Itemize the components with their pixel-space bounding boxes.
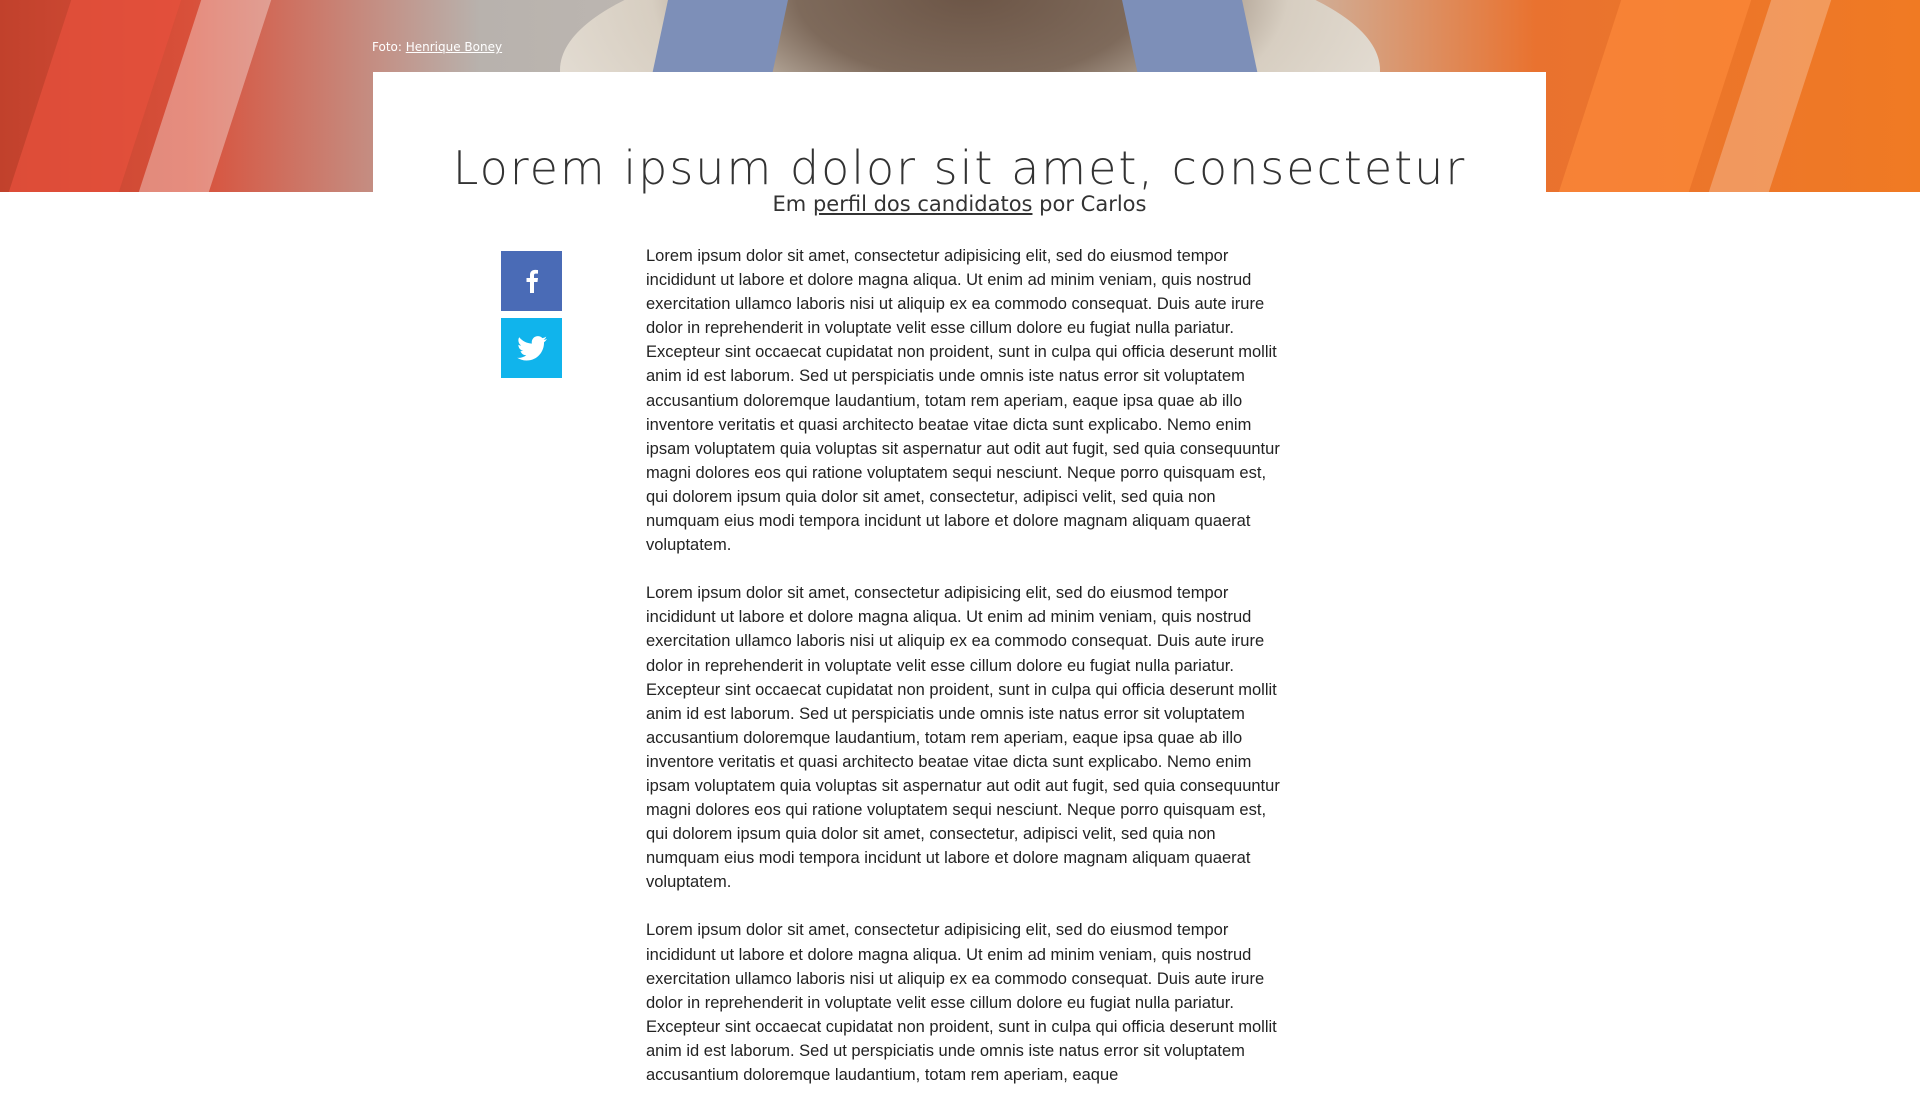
hero-collar (1122, 0, 1258, 75)
twitter-icon (517, 336, 547, 361)
photo-credit-prefix: Foto: (372, 40, 402, 54)
twitter-share-button[interactable] (501, 318, 562, 378)
byline-author: por Carlos (1039, 192, 1147, 216)
article-title: Lorem ipsum dolor sit amet, consectetur (452, 140, 1467, 195)
article-body (646, 244, 1286, 1111)
article-paragraph: Lorem ipsum dolor sit amet, consectetur adipisicing elit, sed do eiusmod tempor incididunt ut labore et dolore magna aliqua. Ut enim ad minim veniam, quis nostrud exercitation ullamco laboris nisi ut aliquip ex ea commodo consequat. Duis aute irure dolor in reprehenderit in voluptate velit esse cillum dolore eu fugiat nulla pariatur. Excepteur sint occaecat cupidatat non proident, sunt in culpa qui officia deserunt mollit anim id est laborum. Sed ut perspiciatis unde omnis iste natus error sit voluptatem accusantium doloremque laudantium, totam rem aperiam, eaque ipsa quae ab illo inventore veritatis et quasi architecto beatae vitae dicta sunt explicabo. Nemo enim ipsam voluptatem quia voluptas sit aspernatur aut odit aut fugit, sed quia consequuntur magni dolores eos qui ratione voluptatem sequi nesciunt. Neque porro quisquam est, qui dolorem ipsum quia dolor sit amet, consectetur, adipisci velit, sed quia non numquam eius modi tempora incidunt ut labore et dolore magnam aliquam quaerat voluptatem. (646, 584, 1280, 892)
photographer-link[interactable]: Henrique Boney (405, 40, 503, 54)
facebook-icon (525, 269, 539, 293)
photo-credit (372, 40, 502, 54)
article-paragraph: Lorem ipsum dolor sit amet, consectetur adipisicing elit, sed do eiusmod tempor incididunt ut labore et dolore magna aliqua. Ut enim ad minim veniam, quis nostrud exercitation ullamco laboris nisi ut aliquip ex ea commodo consequat. Duis aute irure dolor in reprehenderit in voluptate velit esse cillum dolore eu fugiat nulla pariatur. Excepteur sint occaecat cupidatat non proident, sunt in culpa qui officia deserunt mollit anim id est laborum. Sed ut perspiciatis unde omnis iste natus error sit voluptatem accusantium doloremque laudantium, totam rem aperiam, eaque ipsa quae ab illo inventore veritatis et quasi architecto beatae vitae dicta sunt explicabo. Nemo enim ipsam voluptatem quia voluptas sit aspernatur aut odit aut fugit, sed quia consequuntur magni dolores eos qui ratione voluptatem sequi nesciunt. Neque porro quisquam est, qui dolorem ipsum quia dolor sit amet, consectetur, adipisci velit, sed quia non numquam eius modi tempora incidunt ut labore et dolore magnam aliquam quaerat voluptatem. (646, 247, 1280, 555)
byline-prefix: Em (772, 192, 807, 216)
hero-collar (652, 0, 788, 75)
category-link[interactable]: perfil dos candidatos (812, 192, 1033, 216)
article-byline (373, 192, 1546, 216)
facebook-share-button[interactable] (501, 251, 562, 311)
article-paragraph: Lorem ipsum dolor sit amet, consectetur adipisicing elit, sed do eiusmod tempor incididunt ut labore et dolore magna aliqua. Ut enim ad minim veniam, quis nostrud exercitation ullamco laboris nisi ut aliquip ex ea commodo consequat. Duis aute irure dolor in reprehenderit in voluptate velit esse cillum dolore eu fugiat nulla pariatur. Excepteur sint occaecat cupidatat non proident, sunt in culpa qui officia deserunt mollit anim id est laborum. Sed ut perspiciatis unde omnis iste natus error sit voluptatem accusantium doloremque laudantium, totam rem aperiam, eaque (646, 921, 1277, 1084)
